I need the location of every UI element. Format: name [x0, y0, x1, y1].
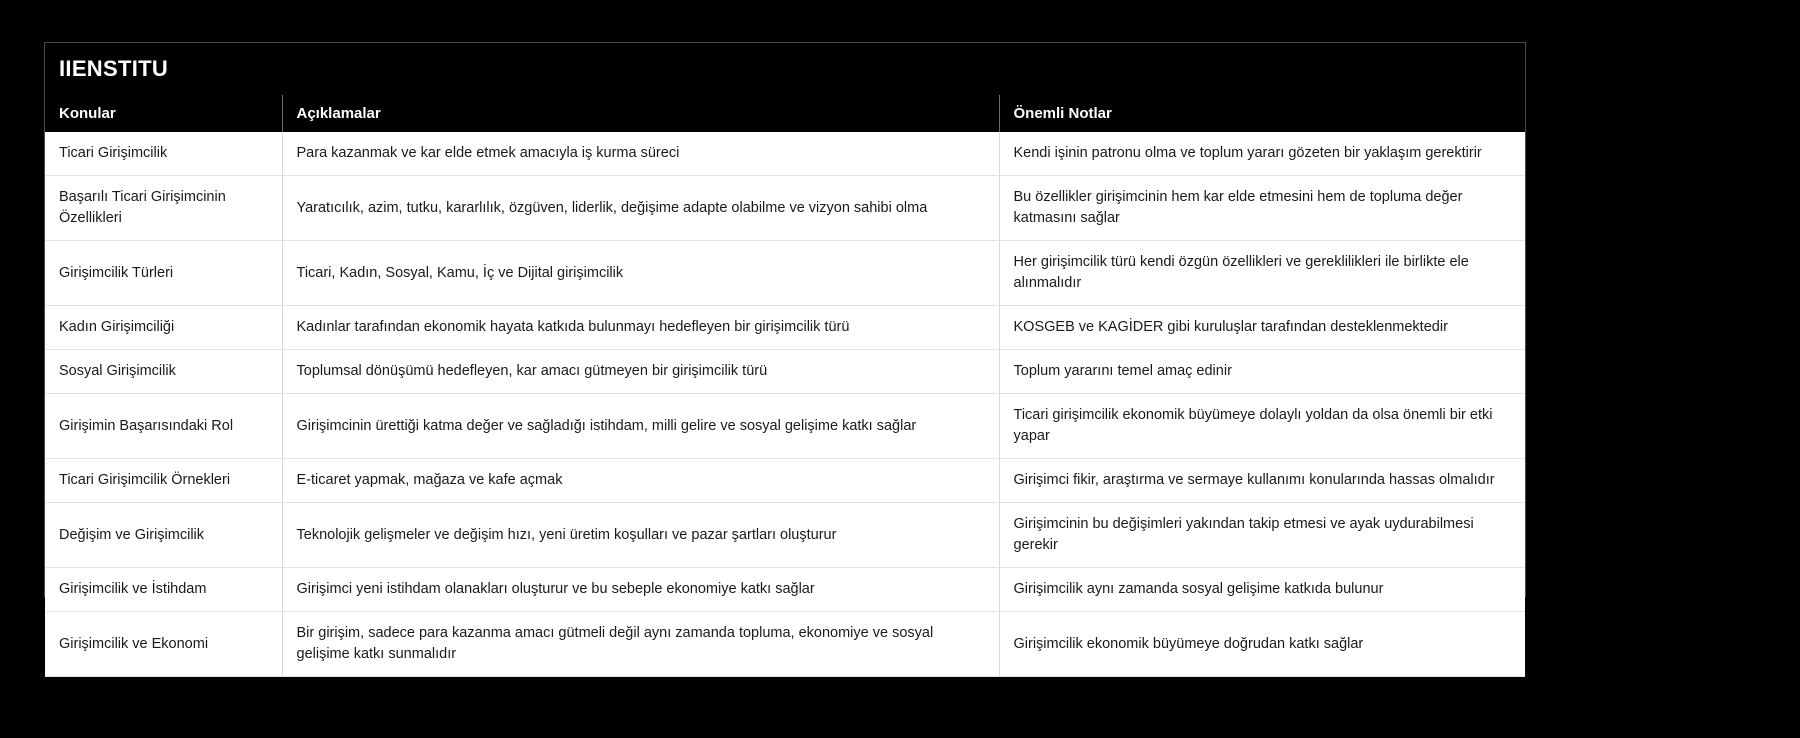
cell-note: Her girişimcilik türü kendi özgün özellikleri ve gereklilikleri ile birlikte ele alınmalıdır — [999, 241, 1525, 306]
cell-description: Girişimcinin ürettiği katma değer ve sağladığı istihdam, milli gelire ve sosyal gelişime katkı sağlar — [282, 394, 999, 459]
table-row — [45, 350, 1525, 394]
cell-topic: Ticari Girişimcilik Örnekleri — [45, 459, 282, 503]
table-row — [45, 612, 1525, 677]
cell-description: Teknolojik gelişmeler ve değişim hızı, yeni üretim koşulları ve pazar şartları oluşturur — [282, 503, 999, 568]
table-row — [45, 241, 1525, 306]
cell-description: Kadınlar tarafından ekonomik hayata katkıda bulunmayı hedefleyen bir girişimcilik türü — [282, 306, 999, 350]
cell-topic: Ticari Girişimcilik — [45, 132, 282, 176]
table-row — [45, 568, 1525, 612]
table-row — [45, 132, 1525, 176]
cell-description: Toplumsal dönüşümü hedefleyen, kar amacı gütmeyen bir girişimcilik türü — [282, 350, 999, 394]
cell-description: Bir girişim, sadece para kazanma amacı gütmeli değil aynı zamanda topluma, ekonomiye ve sosyal gelişime katkı sunmalıdır — [282, 612, 999, 677]
table-row — [45, 459, 1525, 503]
table-row — [45, 503, 1525, 568]
cell-note: Ticari girişimcilik ekonomik büyümeye dolaylı yoldan da olsa önemli bir etki yapar — [999, 394, 1525, 459]
column-header-konular: Konular — [45, 95, 282, 132]
cell-description: Girişimci yeni istihdam olanakları oluşturur ve bu sebeple ekonomiye katkı sağlar — [282, 568, 999, 612]
cell-description: E-ticaret yapmak, mağaza ve kafe açmak — [282, 459, 999, 503]
column-header-aciklamalar: Açıklamalar — [282, 95, 999, 132]
cell-description: Para kazanmak ve kar elde etmek amacıyla iş kurma süreci — [282, 132, 999, 176]
cell-topic: Başarılı Ticari Girişimcinin Özellikleri — [45, 176, 282, 241]
brand-title: IIENSTITU — [59, 56, 169, 81]
table-header-row — [45, 95, 1525, 132]
cell-note: Toplum yararını temel amaç edinir — [999, 350, 1525, 394]
cell-description: Yaratıcılık, azim, tutku, kararlılık, özgüven, liderlik, değişime adapte olabilme ve vizyon sahibi olma — [282, 176, 999, 241]
column-header-onemli-notlar: Önemli Notlar — [999, 95, 1525, 132]
cell-note: Girişimcinin bu değişimleri yakından takip etmesi ve ayak uydurabilmesi gerekir — [999, 503, 1525, 568]
cell-topic: Sosyal Girişimcilik — [45, 350, 282, 394]
entrepreneurship-table-card — [44, 42, 1526, 663]
cell-topic: Değişim ve Girişimcilik — [45, 503, 282, 568]
cell-description: Ticari, Kadın, Sosyal, Kamu, İç ve Dijital girişimcilik — [282, 241, 999, 306]
cell-topic: Girişimcilik Türleri — [45, 241, 282, 306]
table-row — [45, 306, 1525, 350]
entrepreneurship-table — [45, 95, 1525, 677]
cell-note: Girişimci fikir, araştırma ve sermaye kullanımı konularında hassas olmalıdır — [999, 459, 1525, 503]
cell-topic: Kadın Girişimciliği — [45, 306, 282, 350]
brand-header — [45, 43, 1525, 95]
cell-note: Girişimcilik ekonomik büyümeye doğrudan katkı sağlar — [999, 612, 1525, 677]
cell-note: Girişimcilik aynı zamanda sosyal gelişime katkıda bulunur — [999, 568, 1525, 612]
cell-note: Kendi işinin patronu olma ve toplum yararı gözeten bir yaklaşım gerektirir — [999, 132, 1525, 176]
cell-topic: Girişimcilik ve Ekonomi — [45, 612, 282, 677]
cell-note: Bu özellikler girişimcinin hem kar elde etmesini hem de topluma değer katmasını sağlar — [999, 176, 1525, 241]
table-row — [45, 394, 1525, 459]
table-row — [45, 176, 1525, 241]
table-head — [45, 95, 1525, 132]
cell-topic: Girişimcilik ve İstihdam — [45, 568, 282, 612]
cell-note: KOSGEB ve KAGİDER gibi kuruluşlar tarafından desteklenmektedir — [999, 306, 1525, 350]
table-body — [45, 132, 1525, 677]
cell-topic: Girişimin Başarısındaki Rol — [45, 394, 282, 459]
